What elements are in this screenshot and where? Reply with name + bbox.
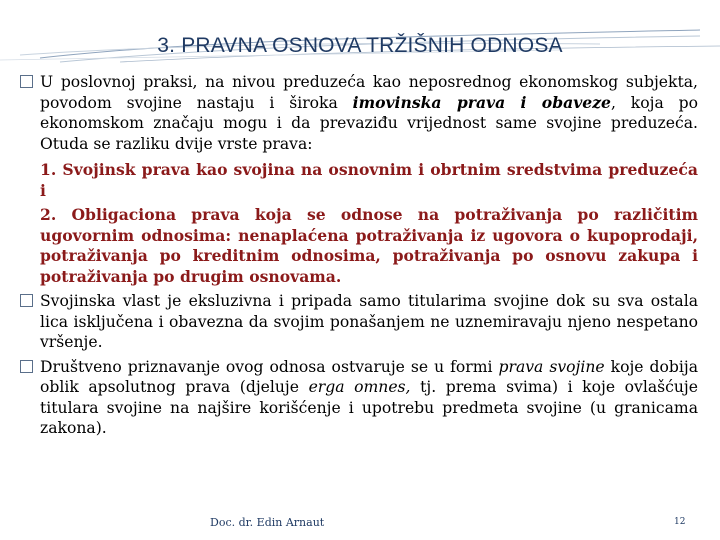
- footer-author: Doc. dr. Edin Arnaut: [210, 516, 325, 529]
- bullet-2-text: Svojinska vlast je eksluzivna i pripada samo titularima svojine dok su sva ostala lica isključena i obavezna da svojim ponašanjem ne uznemiravaju njeno nespetano vršenje.: [40, 292, 698, 351]
- bullet-3-emphasis-1: prava svojine: [498, 357, 605, 376]
- bullet-item-2: [20, 291, 698, 353]
- bullet-3-text: Društveno priznavanje ovog odnosa ostvaruje se u formi: [40, 357, 499, 376]
- square-bullet-icon: [20, 360, 33, 373]
- page-number: 12: [674, 517, 686, 527]
- bullet-1-text-cont: , koja po ekonomskom značaju mogu i da prevaziđu vrijednost same svojine preduzeća. Otuda se razliku dvije vrste prava:: [40, 93, 698, 153]
- bullet-3-emphasis-2: erga omnes,: [308, 378, 411, 396]
- bullet-3-text-cont: koje dobija oblik apsolutnog prava (djeluje: [40, 357, 698, 396]
- square-bullet-icon: [20, 294, 33, 307]
- bullet-item-1: [20, 72, 698, 154]
- square-bullet-icon: [20, 75, 33, 88]
- sub-item-1: 1. Svojinsk prava kao svojina na osnovnim i obrtnim sredstvima preduzeća i: [40, 160, 698, 200]
- bullet-1-text: U poslovnoj praksi, na nivou preduzeća kao neposrednog ekonomskog subjekta, povodom svojine nastaju i široka: [40, 73, 698, 112]
- bullet-3-text-end: tj. prema svima) i koje ovlašćuje titulara svojine na najšire korišćenje i upotrebu predmeta svojine (u granicama zakona).: [40, 378, 698, 437]
- slide-title: 3. PRAVNA OSNOVA TRŽIŠNIH ODNOSA: [157, 34, 563, 57]
- slide-content: [20, 72, 698, 443]
- sub-item-2: 2. Obligaciona prava koja se odnose na potraživanja po različitim ugovornim odnosima: nenaplaćena potraživanja iz ugovora o kupoprodaji, potraživanja po kreditnim odnosima, potraživanja po osnovu zakupa i potraživanja po drugim osnovama.: [40, 205, 698, 286]
- bullet-1-emphasis: imovinska prava i obaveze: [352, 92, 611, 112]
- bullet-item-3: [20, 357, 698, 439]
